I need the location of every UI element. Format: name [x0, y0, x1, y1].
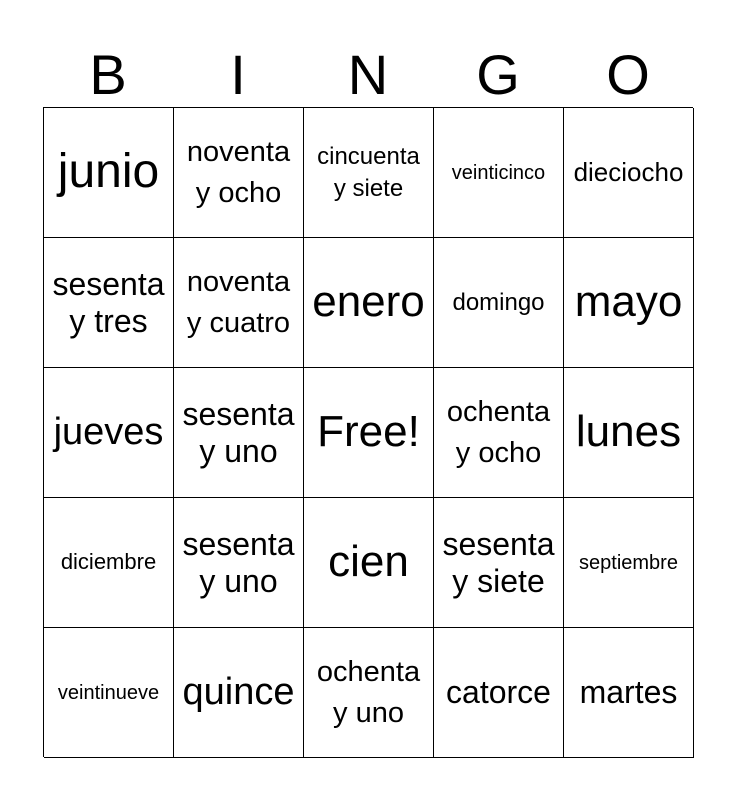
cell-label: noventa y ocho [186, 135, 291, 209]
header-letter-b: B [89, 43, 127, 106]
cell-label: domingo [452, 288, 545, 316]
bingo-cell[interactable] [304, 108, 434, 238]
cell-label: noventa y cuatro [186, 265, 291, 339]
bingo-cell[interactable] [434, 628, 564, 758]
cell-label: martes [579, 674, 678, 711]
bingo-cell[interactable] [564, 238, 694, 368]
bingo-cell[interactable] [44, 368, 174, 498]
bingo-cell[interactable] [304, 238, 434, 368]
cell-label: septiembre [579, 551, 678, 574]
bingo-cell[interactable] [44, 628, 174, 758]
cell-label: diciembre [60, 549, 157, 575]
bingo-cell[interactable] [174, 108, 304, 238]
cell-label: sesenta y siete [442, 525, 555, 599]
cell-label: quince [182, 670, 295, 713]
cell-label: dieciocho [573, 156, 684, 187]
bingo-cell[interactable] [434, 238, 564, 368]
header-letter-i: I [230, 43, 246, 106]
bingo-cell[interactable] [44, 238, 174, 368]
bingo-cell[interactable] [44, 498, 174, 628]
free-space-label: Free! [317, 407, 420, 457]
header-letter-g: G [476, 43, 520, 106]
cell-label: cien [328, 537, 409, 587]
bingo-cell[interactable] [174, 368, 304, 498]
header-letter-o: O [606, 43, 650, 106]
cell-label: junio [57, 145, 160, 199]
bingo-cell[interactable] [564, 108, 694, 238]
bingo-header [43, 40, 693, 108]
cell-label: sesenta y tres [52, 265, 165, 339]
cell-label: veintinueve [57, 681, 160, 704]
cell-label: mayo [574, 277, 683, 327]
cell-label: catorce [446, 674, 551, 711]
cell-label: sesenta y uno [182, 395, 295, 469]
cell-label: lunes [575, 407, 682, 457]
free-space-cell[interactable] [304, 368, 434, 498]
bingo-cell[interactable] [564, 628, 694, 758]
cell-label: cincuenta y siete [317, 143, 420, 202]
cell-label: jueves [53, 410, 164, 453]
bingo-cell[interactable] [44, 108, 174, 238]
cell-label: ochenta y uno [316, 655, 421, 729]
bingo-cell[interactable] [434, 498, 564, 628]
cell-label: veinticinco [451, 161, 546, 184]
bingo-cell[interactable] [434, 368, 564, 498]
cell-label: ochenta y ocho [446, 395, 551, 469]
bingo-cell[interactable] [174, 238, 304, 368]
bingo-cell[interactable] [564, 498, 694, 628]
cell-label: enero [312, 277, 425, 327]
cell-label: sesenta y uno [182, 525, 295, 599]
bingo-cell[interactable] [304, 628, 434, 758]
bingo-cell[interactable] [434, 108, 564, 238]
bingo-cell[interactable] [174, 498, 304, 628]
header-letter-n: N [347, 43, 389, 106]
bingo-cell[interactable] [174, 628, 304, 758]
bingo-cell[interactable] [304, 498, 434, 628]
bingo-cell[interactable] [564, 368, 694, 498]
bingo-board [43, 107, 693, 757]
